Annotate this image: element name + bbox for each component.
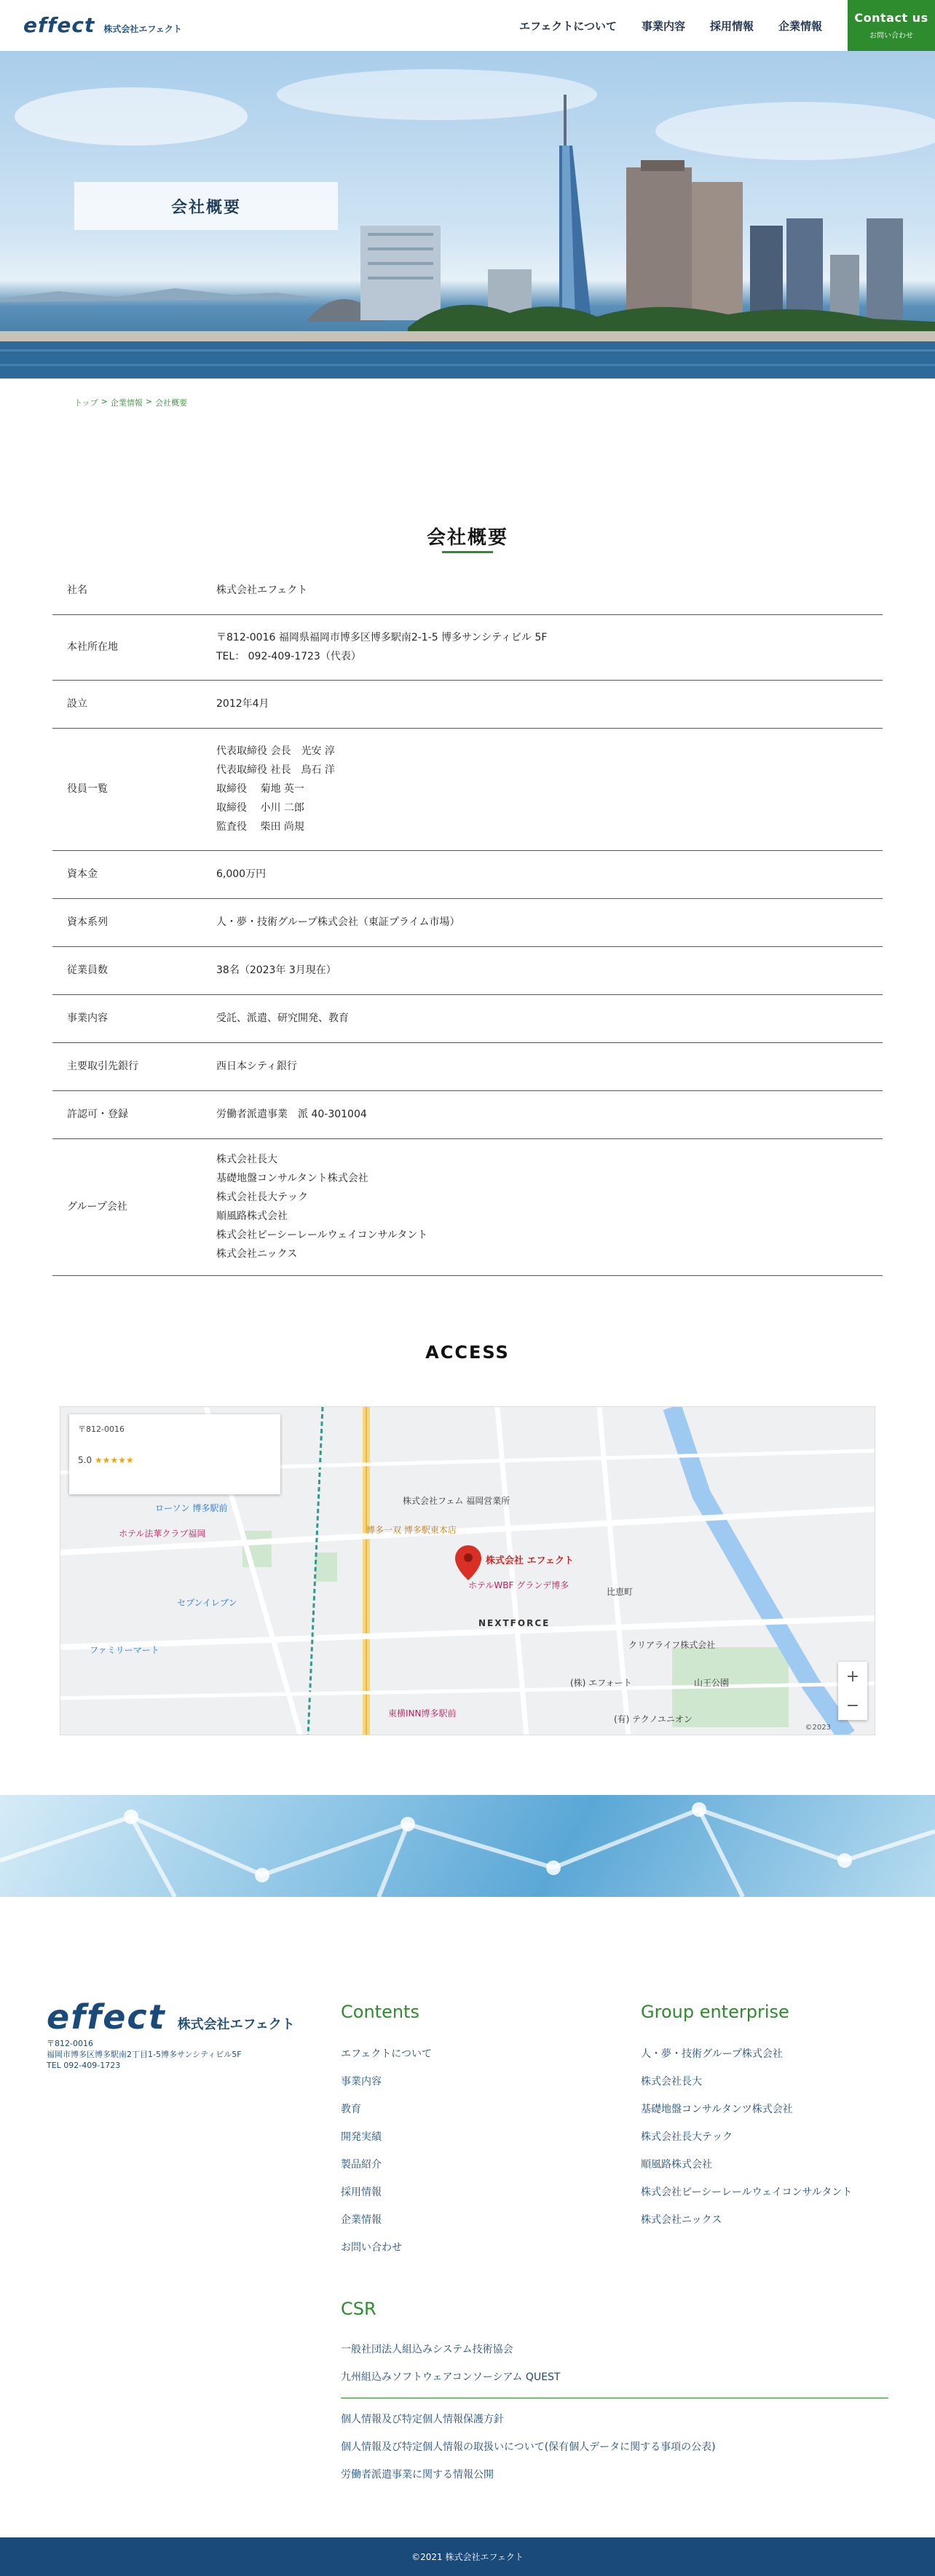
breadcrumb	[74, 397, 187, 408]
overview-row-label: 本社所在地	[67, 641, 118, 653]
overview-row-label: グループ会社	[67, 1201, 127, 1213]
footer-link-recruit[interactable]: 採用情報	[341, 2187, 382, 2198]
overview-value-line: 取締役 小川 二郎	[216, 802, 304, 814]
map-poi-label: セブンイレブン	[177, 1598, 237, 1608]
overview-value-line: 労働者派遣事業 派 40-301004	[216, 1109, 367, 1120]
nav-item-business[interactable]: 事業内容	[641, 19, 685, 33]
footer-csr-title: CSR	[341, 2299, 376, 2319]
footer-dispatch-info-link[interactable]: 労働者派遣事業に関する情報公開	[341, 2469, 494, 2481]
footer-group-link[interactable]: 株式会社長大	[641, 2076, 702, 2088]
overview-row-label: 従業員数	[67, 964, 108, 976]
contact-button-sublabel: お問い合わせ	[869, 32, 913, 40]
overview-row	[52, 994, 883, 1042]
map-zoom-in-button[interactable]: +	[845, 1667, 860, 1686]
footer-contents-title: Contents	[341, 2002, 419, 2022]
map-poi-label: 博多一双 博多駅東本店	[366, 1525, 457, 1535]
overview-value-line: 受託、派遣、研究開発、教育	[216, 1012, 349, 1024]
overview-value-line: 代表取締役 社長 鳥石 洋	[216, 764, 335, 776]
overview-row-value	[216, 1138, 883, 1275]
footer-link-products[interactable]: 製品紹介	[341, 2159, 382, 2171]
footer-contents-links	[341, 2047, 432, 2268]
map-poi-label: ホテル法華クラブ福岡	[119, 1529, 206, 1539]
overview-row-value	[216, 614, 883, 680]
footer-address	[47, 2038, 242, 2071]
map-poi-label: ホテルWBF グランデ博多	[468, 1580, 569, 1590]
footer-copyright: ©2021 株式会社エフェクト	[0, 2537, 935, 2576]
overview-row-label: 事業内容	[67, 1012, 108, 1024]
overview-row	[52, 1090, 883, 1138]
map-credit: ©2023	[805, 1724, 831, 1732]
map-pin-label[interactable]: 株式会社 エフェクト	[486, 1555, 574, 1566]
overview-value-line: 6,000万円	[216, 868, 267, 880]
overview-row-value	[216, 1090, 883, 1138]
overview-row	[52, 850, 883, 898]
nav-item-recruit[interactable]: 採用情報	[709, 19, 754, 33]
overview-row-value	[216, 946, 883, 994]
footer-link-contact[interactable]: お問い合わせ	[341, 2242, 402, 2254]
map-info-card[interactable]	[69, 1414, 280, 1494]
footer-personal-data-link[interactable]: 個人情報及び特定個人情報の取扱いについて(保有個人データに関する事項の公表)	[341, 2441, 716, 2453]
overview-row	[52, 680, 883, 728]
overview-row-value	[216, 728, 883, 850]
footer-link-education[interactable]: 教育	[341, 2104, 361, 2115]
hero-title: 会社概要	[170, 198, 241, 217]
footer-address-tel: TEL 092-409-1723	[47, 2061, 121, 2070]
map-zoom-controls	[838, 1662, 867, 1720]
overview-value-line: 西日本シティ銀行	[216, 1061, 297, 1072]
map-rating	[78, 1455, 272, 1465]
footer-group-link[interactable]: 株式会社ピーシーレールウェイコンサルタント	[641, 2187, 853, 2198]
footer-link-business[interactable]: 事業内容	[341, 2076, 382, 2088]
overview-value-line: 取締役 菊地 英一	[216, 783, 304, 795]
overview-value-line: 38名（2023年 3月現在）	[216, 964, 336, 976]
contact-button[interactable]	[848, 0, 935, 51]
overview-row-label: 役員一覧	[67, 783, 108, 795]
overview-row-label: 設立	[67, 698, 87, 710]
footer-group-title: Group enterprise	[641, 2002, 789, 2022]
map-poi-label: (株) エフォート	[570, 1678, 632, 1688]
footer-logo[interactable]	[47, 1997, 295, 2037]
map-poi-label: 株式会社フェム 福岡営業所	[403, 1496, 510, 1506]
overview-title: 会社概要	[426, 527, 508, 549]
overview-row	[52, 1042, 883, 1090]
footer-group-link[interactable]: 人・夢・技術グループ株式会社	[641, 2048, 783, 2060]
logo-mark: effect	[23, 13, 95, 37]
overview-value-line: 順風路株式会社	[216, 1210, 288, 1222]
breadcrumb-separator: >	[100, 397, 108, 406]
network-pattern-image	[0, 1795, 935, 1897]
overview-row-label: 許認可・登録	[67, 1109, 128, 1120]
overview-value-line: 代表取締役 会長 光安 淳	[216, 745, 335, 757]
map-poi-label: 比恵町	[607, 1587, 634, 1597]
overview-value-line: 株式会社長大テック	[216, 1192, 308, 1203]
footer-group-link[interactable]: 順風路株式会社	[641, 2159, 712, 2171]
overview-title-underline	[442, 551, 493, 553]
hero-banner	[0, 51, 935, 379]
footer-link-development[interactable]: 開発実績	[341, 2131, 382, 2143]
overview-value-line: 株式会社エフェクト	[216, 584, 308, 596]
breadcrumb-top[interactable]: トップ	[74, 398, 98, 408]
footer-address-street: 福岡市博多区博多駅南2丁目1-5博多サンシティビル5F	[47, 2050, 242, 2059]
map-poi-label: ファミリーマート	[90, 1645, 159, 1655]
google-map[interactable]	[60, 1406, 875, 1735]
map-poi-label: NEXTFORCE	[478, 1618, 551, 1628]
map-zoom-out-button[interactable]: −	[845, 1696, 860, 1715]
overview-row-value	[216, 566, 883, 614]
overview-row-label: 主要取引先銀行	[67, 1061, 138, 1072]
overview-row	[52, 566, 883, 614]
footer-group-link[interactable]: 株式会社長大テック	[641, 2131, 733, 2143]
footer-logo-company: 株式会社エフェクト	[177, 2017, 295, 2032]
footer-group-links	[641, 2047, 852, 2240]
overview-row-value	[216, 898, 883, 946]
access-title: ACCESS	[425, 1342, 510, 1363]
footer-policy-links	[341, 2412, 716, 2495]
overview-value-line: 2012年4月	[216, 698, 269, 710]
footer-group-link[interactable]: 株式会社ニックス	[641, 2214, 722, 2226]
overview-row-label: 社名	[67, 584, 87, 596]
overview-row-label: 資本金	[67, 868, 98, 880]
overview-value-line: TEL： 092-409-1723（代表）	[216, 651, 361, 662]
overview-row-value	[216, 1042, 883, 1090]
overview-value-line: 〒812-0016 福岡県福岡市博多区博多駅南2-1-5 博多サンシティビル 5F	[216, 632, 548, 643]
footer-address-zip: 〒812-0016	[47, 2039, 93, 2048]
breadcrumb-current: 会社概要	[155, 398, 188, 408]
footer-privacy-policy-link[interactable]: 個人情報及び特定個人情報保護方針	[341, 2414, 504, 2425]
footer-csr-links	[341, 2342, 560, 2398]
overview-row	[52, 1138, 883, 1275]
overview-row	[52, 728, 883, 850]
site-logo[interactable]	[23, 13, 182, 37]
map-poi-label: クリアライフ株式会社	[628, 1640, 716, 1650]
contact-button-label: Contact us	[854, 11, 928, 25]
overview-row	[52, 898, 883, 946]
footer-group-link[interactable]: 基礎地盤コンサルタンツ株式会社	[641, 2104, 793, 2115]
breadcrumb-separator: >	[145, 397, 153, 406]
nav-item-about[interactable]: エフェクトについて	[519, 19, 617, 33]
overview-value-line: 株式会社ニックス	[216, 1248, 298, 1260]
overview-value-line: 株式会社ピーシーレールウェイコンサルタント	[216, 1229, 428, 1241]
company-overview-table	[52, 566, 883, 1276]
overview-row	[52, 614, 883, 680]
breadcrumb-company-info[interactable]: 企業情報	[110, 398, 143, 408]
footer-link-company[interactable]: 企業情報	[341, 2214, 382, 2226]
overview-value-line: 監査役 柴田 尚規	[216, 821, 304, 833]
decorative-network-band	[0, 1795, 935, 1897]
overview-row-value	[216, 850, 883, 898]
overview-value-line: 株式会社長大	[216, 1154, 277, 1165]
overview-row	[52, 946, 883, 994]
site-header	[0, 0, 935, 51]
overview-row-label: 資本系列	[67, 916, 108, 928]
footer-csr-link[interactable]: 九州組込みソフトウェアコンソーシアム QUEST	[341, 2371, 561, 2383]
footer-link-about[interactable]: エフェクトについて	[341, 2048, 433, 2060]
map-poi-label: ローソン 博多駅前	[155, 1503, 228, 1513]
nav-item-company[interactable]: 企業情報	[778, 19, 822, 33]
main-nav	[519, 0, 822, 51]
overview-value-line: 人・夢・技術グループ株式会社（東証プライム市場）	[216, 916, 460, 928]
hero-title-box	[74, 182, 338, 230]
footer-logo-mark: effect	[47, 1997, 166, 2037]
logo-company-name: 株式会社エフェクト	[103, 24, 182, 34]
map-rating-stars: ★★★★★	[94, 1455, 134, 1465]
map-poi-label: 山王公園	[694, 1678, 730, 1688]
map-rating-value: 5.0	[78, 1455, 92, 1465]
overview-value-line: 基礎地盤コンサルタント株式会社	[216, 1173, 368, 1184]
overview-row-value	[216, 994, 883, 1042]
overview-row-value	[216, 680, 883, 728]
map-poi-label: 東横INN博多駅前	[388, 1708, 457, 1719]
footer-csr-link[interactable]: 一般社団法人組込みシステム技術協会	[341, 2344, 513, 2355]
map-info-address: 〒812-0016	[78, 1424, 125, 1434]
map-poi-label: (有) テクノユニオン	[614, 1714, 693, 1724]
